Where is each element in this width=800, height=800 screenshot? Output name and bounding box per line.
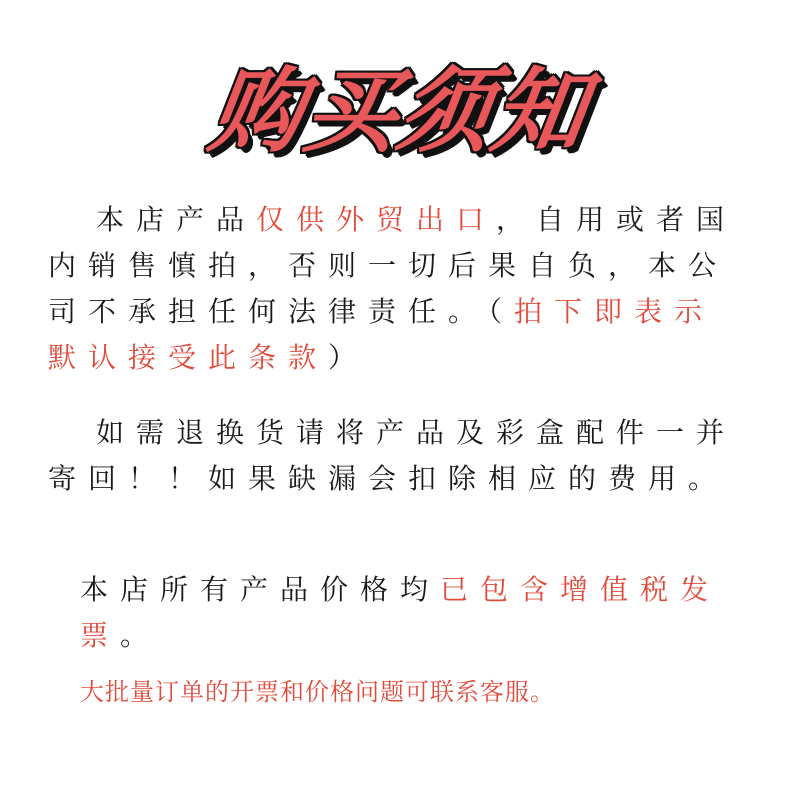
notice-paragraph-returns [48,410,748,502]
text-segment: ，自用或者国内销售慎拍，否则一切后果自负，本公司不承担任何法律责任。（ [48,203,737,328]
title-block [0,38,800,170]
notice-paragraph-bulk-orders: 大批量订单的开票和价格问题可联系客服。 [80,678,555,706]
highlight-accept-terms: 拍下即表示默认接受此条款 [48,295,715,374]
text-segment: 。 [120,619,161,652]
notice-paragraph-export [48,197,748,381]
text-segment: 如需退换货请将产品及彩盒配件一并寄回！！如果缺漏会扣除相应的费用。 [48,416,737,495]
highlight-export-only: 仅供外贸出口 [256,203,497,236]
text-segment: 本店所有产品价格均 [80,573,441,606]
text-segment: ） [328,341,369,374]
notice-paragraph-invoice [80,567,790,659]
text-segment: 本店产品 [96,203,257,236]
highlight-invoice-included: 已包含增值税发票 [80,573,721,652]
page-title: 购买须知 [203,58,595,165]
